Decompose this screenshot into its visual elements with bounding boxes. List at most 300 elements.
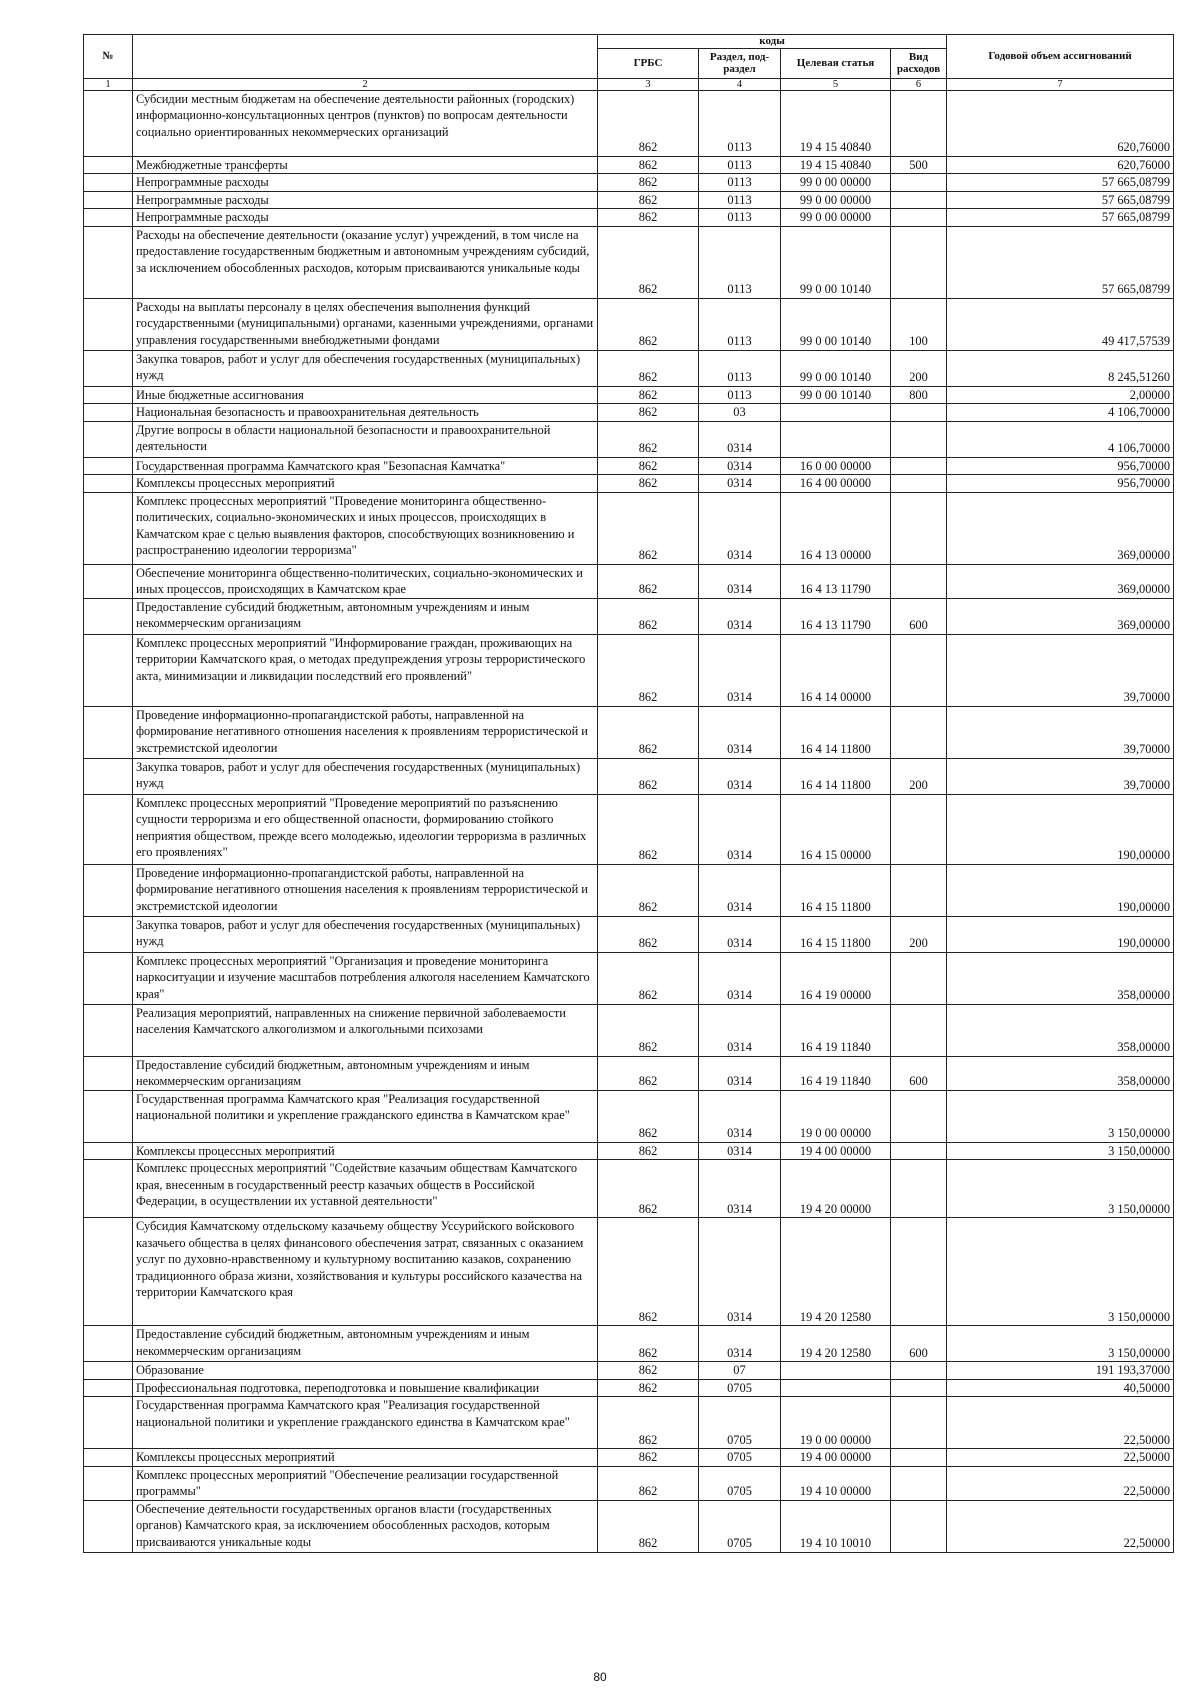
- row-sum-cell: 358,00000: [947, 952, 1174, 1004]
- col-number: 5: [781, 78, 891, 90]
- row-grbs-cell: 862: [598, 1397, 699, 1449]
- row-razdel-cell: 0314: [699, 492, 781, 564]
- table-row: [84, 1500, 1174, 1552]
- table-row: [84, 174, 1174, 192]
- budget-table-page: [83, 34, 1173, 1553]
- row-vid-cell: [891, 952, 947, 1004]
- row-vid-cell: [891, 209, 947, 227]
- row-vid-cell: 800: [891, 386, 947, 404]
- row-celevaya-cell: [781, 421, 891, 457]
- table-row: [84, 1379, 1174, 1397]
- row-sum-cell: 49 417,57539: [947, 298, 1174, 350]
- header-vid: Вид расходов: [891, 48, 947, 78]
- row-grbs-cell: 862: [598, 634, 699, 706]
- row-grbs-cell: 862: [598, 1160, 699, 1218]
- row-index-cell: [84, 156, 133, 174]
- row-grbs-cell: 862: [598, 421, 699, 457]
- row-name-cell: Государственная программа Камчатского края "Реализация государственной национальной политики и укрепление гражданского единства в Камчатском крае": [133, 1397, 598, 1449]
- row-razdel-cell: 0314: [699, 706, 781, 758]
- row-sum-cell: 3 150,00000: [947, 1160, 1174, 1218]
- row-celevaya-cell: 19 0 00 00000: [781, 1397, 891, 1449]
- header-grbs: ГРБС: [598, 48, 699, 78]
- row-sum-cell: 4 106,70000: [947, 421, 1174, 457]
- row-celevaya-cell: 16 4 15 00000: [781, 794, 891, 864]
- row-sum-cell: 956,70000: [947, 475, 1174, 493]
- row-name-cell: Комплекс процессных мероприятий "Информирование граждан, проживающих на территории Камчатского края, о методах предупреждения угрозы террористического акта, минимизации и ликвидации последствий его проявлений": [133, 634, 598, 706]
- row-grbs-cell: 862: [598, 1090, 699, 1142]
- row-razdel-cell: 0314: [699, 916, 781, 952]
- row-sum-cell: 369,00000: [947, 564, 1174, 598]
- table-row: [84, 209, 1174, 227]
- row-celevaya-cell: 16 4 13 11790: [781, 564, 891, 598]
- row-grbs-cell: 862: [598, 564, 699, 598]
- table-row: [84, 598, 1174, 634]
- row-celevaya-cell: 19 4 20 00000: [781, 1160, 891, 1218]
- row-index-cell: [84, 492, 133, 564]
- table-row: [84, 350, 1174, 386]
- table-row: [84, 706, 1174, 758]
- row-index-cell: [84, 1500, 133, 1552]
- row-index-cell: [84, 1090, 133, 1142]
- row-name-cell: Государственная программа Камчатского края "Реализация государственной национальной политики и укрепление гражданского единства в Камчатском крае": [133, 1090, 598, 1142]
- row-index-cell: [84, 298, 133, 350]
- row-sum-cell: 620,76000: [947, 90, 1174, 156]
- row-name-cell: Предоставление субсидий бюджетным, автономным учреждениям и иным некоммерческим организациям: [133, 598, 598, 634]
- row-name-cell: Обеспечение мониторинга общественно-политических, социально-экономических и иных процессов, происходящих в Камчатском крае: [133, 564, 598, 598]
- row-vid-cell: [891, 174, 947, 192]
- row-index-cell: [84, 1326, 133, 1362]
- row-vid-cell: [891, 1160, 947, 1218]
- row-razdel-cell: 0705: [699, 1500, 781, 1552]
- row-celevaya-cell: 16 4 15 11800: [781, 916, 891, 952]
- row-vid-cell: [891, 1362, 947, 1380]
- row-razdel-cell: 0314: [699, 1160, 781, 1218]
- row-celevaya-cell: 99 0 00 00000: [781, 174, 891, 192]
- row-grbs-cell: 862: [598, 386, 699, 404]
- row-name-cell: Иные бюджетные ассигнования: [133, 386, 598, 404]
- table-row: [84, 457, 1174, 475]
- row-name-cell: Предоставление субсидий бюджетным, автономным учреждениям и иным некоммерческим организациям: [133, 1056, 598, 1090]
- row-name-cell: Проведение информационно-пропагандистской работы, направленной на формирование негативного отношения населения к проявлениям террористической и экстремистской идеологии: [133, 706, 598, 758]
- row-index-cell: [84, 1466, 133, 1500]
- row-name-cell: Государственная программа Камчатского края "Безопасная Камчатка": [133, 457, 598, 475]
- row-razdel-cell: 0314: [699, 1090, 781, 1142]
- col-number: 3: [598, 78, 699, 90]
- row-vid-cell: [891, 191, 947, 209]
- row-vid-cell: [891, 864, 947, 916]
- row-grbs-cell: 862: [598, 475, 699, 493]
- row-sum-cell: 22,50000: [947, 1500, 1174, 1552]
- table-row: [84, 634, 1174, 706]
- header-razdel: Раздел, под-раздел: [699, 48, 781, 78]
- row-razdel-cell: 0314: [699, 421, 781, 457]
- row-vid-cell: [891, 706, 947, 758]
- row-celevaya-cell: 99 0 00 10140: [781, 226, 891, 298]
- table-row: [84, 492, 1174, 564]
- row-celevaya-cell: [781, 1362, 891, 1380]
- row-sum-cell: 3 150,00000: [947, 1090, 1174, 1142]
- row-sum-cell: 190,00000: [947, 864, 1174, 916]
- row-celevaya-cell: 19 4 00 00000: [781, 1142, 891, 1160]
- row-vid-cell: [891, 1142, 947, 1160]
- row-razdel-cell: 0314: [699, 952, 781, 1004]
- row-celevaya-cell: 16 4 19 11840: [781, 1056, 891, 1090]
- row-celevaya-cell: 99 0 00 10140: [781, 298, 891, 350]
- row-vid-cell: [891, 564, 947, 598]
- row-index-cell: [84, 634, 133, 706]
- row-grbs-cell: 862: [598, 492, 699, 564]
- row-sum-cell: 956,70000: [947, 457, 1174, 475]
- row-grbs-cell: 862: [598, 1004, 699, 1056]
- row-vid-cell: [891, 1379, 947, 1397]
- row-name-cell: Реализация мероприятий, направленных на снижение первичной заболеваемости населения Камчатского алкоголизмом и алкогольными психозами: [133, 1004, 598, 1056]
- row-razdel-cell: 0314: [699, 457, 781, 475]
- row-razdel-cell: 0705: [699, 1379, 781, 1397]
- row-celevaya-cell: 16 4 19 11840: [781, 1004, 891, 1056]
- row-sum-cell: 22,50000: [947, 1466, 1174, 1500]
- row-index-cell: [84, 758, 133, 794]
- col-number: 6: [891, 78, 947, 90]
- row-grbs-cell: 862: [598, 226, 699, 298]
- row-sum-cell: 3 150,00000: [947, 1218, 1174, 1326]
- row-celevaya-cell: 99 0 00 10140: [781, 350, 891, 386]
- row-razdel-cell: 0705: [699, 1466, 781, 1500]
- row-razdel-cell: 0314: [699, 1326, 781, 1362]
- row-vid-cell: 600: [891, 1326, 947, 1362]
- row-name-cell: Комплекс процессных мероприятий "Проведение мероприятий по разъяснению сущности терроризма и его общественной опасности, формированию стойкого неприятия обществом, прежде всего молодежью, идеологии терроризма в различных его проявлениях": [133, 794, 598, 864]
- row-razdel-cell: 0113: [699, 386, 781, 404]
- table-body: [84, 90, 1174, 1552]
- col-number: 1: [84, 78, 133, 90]
- row-index-cell: [84, 1449, 133, 1467]
- table-row: [84, 1466, 1174, 1500]
- table-row: [84, 156, 1174, 174]
- table-row: [84, 1326, 1174, 1362]
- row-razdel-cell: 0705: [699, 1449, 781, 1467]
- row-index-cell: [84, 706, 133, 758]
- row-sum-cell: 4 106,70000: [947, 404, 1174, 422]
- col-number: 4: [699, 78, 781, 90]
- row-name-cell: Субсидии местным бюджетам на обеспечение деятельности районных (городских) информационно-консультационных центров (пунктов) по вопросам деятельности социально ориентированных некоммерческих организаций: [133, 90, 598, 156]
- row-sum-cell: 2,00000: [947, 386, 1174, 404]
- row-index-cell: [84, 226, 133, 298]
- row-index-cell: [84, 916, 133, 952]
- row-index-cell: [84, 794, 133, 864]
- row-name-cell: Расходы на выплаты персоналу в целях обеспечения выполнения функций государственными (муниципальными) органами, казенными учреждениями, органами управления государственными внебюджетными фондами: [133, 298, 598, 350]
- table-row: [84, 1160, 1174, 1218]
- row-razdel-cell: 0314: [699, 1218, 781, 1326]
- row-grbs-cell: 862: [598, 1142, 699, 1160]
- row-razdel-cell: 0314: [699, 864, 781, 916]
- table-row: [84, 90, 1174, 156]
- row-grbs-cell: 862: [598, 90, 699, 156]
- row-razdel-cell: 0705: [699, 1397, 781, 1449]
- row-name-cell: Межбюджетные трансферты: [133, 156, 598, 174]
- row-celevaya-cell: 16 4 14 00000: [781, 634, 891, 706]
- row-celevaya-cell: 19 4 10 10010: [781, 1500, 891, 1552]
- row-sum-cell: 191 193,37000: [947, 1362, 1174, 1380]
- table-row: [84, 1218, 1174, 1326]
- row-index-cell: [84, 1379, 133, 1397]
- row-razdel-cell: 0314: [699, 1004, 781, 1056]
- row-name-cell: Расходы на обеспечение деятельности (оказание услуг) учреждений, в том числе на предоставление государственным бюджетным и автономным учреждениям субсидий, за исключением обособленных расходов, которым присваиваются уникальные коды: [133, 226, 598, 298]
- row-celevaya-cell: 16 4 15 11800: [781, 864, 891, 916]
- row-index-cell: [84, 350, 133, 386]
- row-grbs-cell: 862: [598, 174, 699, 192]
- row-sum-cell: 8 245,51260: [947, 350, 1174, 386]
- row-celevaya-cell: 99 0 00 00000: [781, 191, 891, 209]
- row-vid-cell: [891, 1004, 947, 1056]
- row-vid-cell: [891, 634, 947, 706]
- row-razdel-cell: 0113: [699, 174, 781, 192]
- row-vid-cell: 600: [891, 598, 947, 634]
- row-vid-cell: [891, 1466, 947, 1500]
- header-num: №: [84, 35, 133, 79]
- row-grbs-cell: 862: [598, 209, 699, 227]
- row-sum-cell: 358,00000: [947, 1056, 1174, 1090]
- row-sum-cell: 22,50000: [947, 1449, 1174, 1467]
- row-name-cell: Национальная безопасность и правоохранительная деятельность: [133, 404, 598, 422]
- row-name-cell: Комплекс процессных мероприятий "Содействие казачьим обществам Камчатского края, внесенным в государственный реестр казачьих обществ в Российской Федерации, в осуществлении их уставной деятельности": [133, 1160, 598, 1218]
- table-row: [84, 421, 1174, 457]
- row-razdel-cell: 0314: [699, 758, 781, 794]
- row-name-cell: Предоставление субсидий бюджетным, автономным учреждениям и иным некоммерческим организациям: [133, 1326, 598, 1362]
- row-celevaya-cell: 19 4 15 40840: [781, 90, 891, 156]
- row-index-cell: [84, 90, 133, 156]
- row-celevaya-cell: 99 0 00 10140: [781, 386, 891, 404]
- row-name-cell: Закупка товаров, работ и услуг для обеспечения государственных (муниципальных) нужд: [133, 916, 598, 952]
- table-row: [84, 794, 1174, 864]
- row-razdel-cell: 0113: [699, 298, 781, 350]
- table-row: [84, 758, 1174, 794]
- budget-table: [83, 34, 1174, 1553]
- row-sum-cell: 369,00000: [947, 598, 1174, 634]
- row-razdel-cell: 0314: [699, 598, 781, 634]
- row-celevaya-cell: 99 0 00 00000: [781, 209, 891, 227]
- table-row: [84, 1056, 1174, 1090]
- table-row: [84, 1397, 1174, 1449]
- row-vid-cell: [891, 1449, 947, 1467]
- row-razdel-cell: 07: [699, 1362, 781, 1380]
- row-name-cell: Непрограммные расходы: [133, 191, 598, 209]
- row-grbs-cell: 862: [598, 404, 699, 422]
- row-razdel-cell: 0113: [699, 350, 781, 386]
- row-name-cell: Профессиональная подготовка, переподготовка и повышение квалификации: [133, 1379, 598, 1397]
- row-sum-cell: 57 665,08799: [947, 226, 1174, 298]
- row-razdel-cell: 0314: [699, 475, 781, 493]
- row-sum-cell: 40,50000: [947, 1379, 1174, 1397]
- row-grbs-cell: 862: [598, 1362, 699, 1380]
- row-grbs-cell: 862: [598, 1326, 699, 1362]
- row-celevaya-cell: 16 4 14 11800: [781, 706, 891, 758]
- col-number: 2: [133, 78, 598, 90]
- column-numbers-row: [84, 78, 1174, 90]
- row-razdel-cell: 03: [699, 404, 781, 422]
- row-celevaya-cell: 16 4 13 11790: [781, 598, 891, 634]
- row-sum-cell: 190,00000: [947, 794, 1174, 864]
- row-celevaya-cell: 16 4 13 00000: [781, 492, 891, 564]
- row-index-cell: [84, 564, 133, 598]
- row-index-cell: [84, 386, 133, 404]
- row-vid-cell: [891, 475, 947, 493]
- row-razdel-cell: 0314: [699, 564, 781, 598]
- row-grbs-cell: 862: [598, 1379, 699, 1397]
- row-celevaya-cell: 19 0 00 00000: [781, 1090, 891, 1142]
- row-sum-cell: 3 150,00000: [947, 1326, 1174, 1362]
- row-index-cell: [84, 209, 133, 227]
- table-row: [84, 1449, 1174, 1467]
- row-sum-cell: 3 150,00000: [947, 1142, 1174, 1160]
- row-celevaya-cell: 16 4 00 00000: [781, 475, 891, 493]
- row-index-cell: [84, 404, 133, 422]
- row-razdel-cell: 0314: [699, 1142, 781, 1160]
- row-sum-cell: 57 665,08799: [947, 174, 1174, 192]
- table-row: [84, 386, 1174, 404]
- table-row: [84, 1090, 1174, 1142]
- row-vid-cell: [891, 226, 947, 298]
- table-row: [84, 191, 1174, 209]
- row-index-cell: [84, 421, 133, 457]
- row-razdel-cell: 0314: [699, 794, 781, 864]
- table-row: [84, 226, 1174, 298]
- row-vid-cell: [891, 492, 947, 564]
- row-grbs-cell: 862: [598, 350, 699, 386]
- row-index-cell: [84, 1397, 133, 1449]
- row-celevaya-cell: 19 4 15 40840: [781, 156, 891, 174]
- row-grbs-cell: 862: [598, 457, 699, 475]
- row-name-cell: Субсидия Камчатскому отдельскому казачьему обществу Уссурийского войскового казачьего общества в целях финансового обеспечения затрат, связанных с оказанием услуг по духовно-нравственному и культурному воспитанию казаков, сохранению традиционного образа жизни, хозяйствования и культуры российского казачества на территории Камчатского края: [133, 1218, 598, 1326]
- row-name-cell: Комплексы процессных мероприятий: [133, 1449, 598, 1467]
- row-index-cell: [84, 1004, 133, 1056]
- row-razdel-cell: 0113: [699, 209, 781, 227]
- row-index-cell: [84, 598, 133, 634]
- row-name-cell: Образование: [133, 1362, 598, 1380]
- row-name-cell: Другие вопросы в области национальной безопасности и правоохранительной деятельности: [133, 421, 598, 457]
- row-celevaya-cell: 16 4 14 11800: [781, 758, 891, 794]
- header-annual: Годовой объем ассигнований: [947, 35, 1174, 79]
- row-vid-cell: [891, 794, 947, 864]
- row-grbs-cell: 862: [598, 758, 699, 794]
- row-name-cell: Обеспечение деятельности государственных органов власти (государственных органов) Камчатского края, за исключением обособленных расходов, которым присваиваются уникальные коды: [133, 1500, 598, 1552]
- row-index-cell: [84, 864, 133, 916]
- row-grbs-cell: 862: [598, 864, 699, 916]
- row-name-cell: Комплекс процессных мероприятий "Проведение мониторинга общественно-политических, социально-экономических и иных процессов, происходящих в Камчатском крае с целью выявления факторов, способствующих возникновению и распространению идеологии терроризма": [133, 492, 598, 564]
- row-celevaya-cell: 19 4 20 12580: [781, 1326, 891, 1362]
- row-grbs-cell: 862: [598, 598, 699, 634]
- row-vid-cell: 100: [891, 298, 947, 350]
- table-row: [84, 916, 1174, 952]
- row-sum-cell: 39,70000: [947, 634, 1174, 706]
- row-index-cell: [84, 1218, 133, 1326]
- row-index-cell: [84, 457, 133, 475]
- table-row: [84, 1362, 1174, 1380]
- row-vid-cell: [891, 457, 947, 475]
- row-index-cell: [84, 1160, 133, 1218]
- row-vid-cell: [891, 404, 947, 422]
- row-name-cell: Комплексы процессных мероприятий: [133, 475, 598, 493]
- row-grbs-cell: 862: [598, 1500, 699, 1552]
- row-vid-cell: 500: [891, 156, 947, 174]
- row-razdel-cell: 0113: [699, 156, 781, 174]
- row-razdel-cell: 0314: [699, 634, 781, 706]
- row-celevaya-cell: [781, 404, 891, 422]
- table-row: [84, 564, 1174, 598]
- row-grbs-cell: 862: [598, 952, 699, 1004]
- row-grbs-cell: 862: [598, 298, 699, 350]
- row-grbs-cell: 862: [598, 156, 699, 174]
- row-index-cell: [84, 1142, 133, 1160]
- row-name-cell: Комплекс процессных мероприятий "Организация и проведение мониторинга наркоситуации и изучение масштабов потребления алкоголя населением Камчатского края": [133, 952, 598, 1004]
- row-grbs-cell: 862: [598, 1218, 699, 1326]
- page-number: 80: [593, 1670, 607, 1684]
- row-name-cell: Закупка товаров, работ и услуг для обеспечения государственных (муниципальных) нужд: [133, 758, 598, 794]
- row-index-cell: [84, 1362, 133, 1380]
- row-sum-cell: 39,70000: [947, 758, 1174, 794]
- table-row: [84, 952, 1174, 1004]
- row-razdel-cell: 0113: [699, 90, 781, 156]
- row-name-cell: Комплексы процессных мероприятий: [133, 1142, 598, 1160]
- row-index-cell: [84, 475, 133, 493]
- row-index-cell: [84, 174, 133, 192]
- header-codes: коды: [598, 35, 947, 49]
- row-razdel-cell: 0314: [699, 1056, 781, 1090]
- row-grbs-cell: 862: [598, 706, 699, 758]
- header-name: [133, 35, 598, 79]
- row-sum-cell: 620,76000: [947, 156, 1174, 174]
- row-grbs-cell: 862: [598, 1449, 699, 1467]
- row-vid-cell: [891, 90, 947, 156]
- table-row: [84, 475, 1174, 493]
- table-row: [84, 1004, 1174, 1056]
- row-name-cell: Закупка товаров, работ и услуг для обеспечения государственных (муниципальных) нужд: [133, 350, 598, 386]
- row-index-cell: [84, 191, 133, 209]
- row-vid-cell: 200: [891, 916, 947, 952]
- row-sum-cell: 22,50000: [947, 1397, 1174, 1449]
- row-razdel-cell: 0113: [699, 226, 781, 298]
- row-name-cell: Непрограммные расходы: [133, 209, 598, 227]
- row-index-cell: [84, 1056, 133, 1090]
- row-grbs-cell: 862: [598, 916, 699, 952]
- table-row: [84, 1142, 1174, 1160]
- row-celevaya-cell: [781, 1379, 891, 1397]
- row-sum-cell: 369,00000: [947, 492, 1174, 564]
- row-sum-cell: 57 665,08799: [947, 191, 1174, 209]
- row-grbs-cell: 862: [598, 1056, 699, 1090]
- row-grbs-cell: 862: [598, 794, 699, 864]
- table-row: [84, 404, 1174, 422]
- row-sum-cell: 57 665,08799: [947, 209, 1174, 227]
- row-vid-cell: [891, 1397, 947, 1449]
- row-vid-cell: [891, 1218, 947, 1326]
- row-sum-cell: 39,70000: [947, 706, 1174, 758]
- row-celevaya-cell: 19 4 10 00000: [781, 1466, 891, 1500]
- row-vid-cell: 200: [891, 758, 947, 794]
- header-celevaya: Целевая статья: [781, 48, 891, 78]
- row-grbs-cell: 862: [598, 1466, 699, 1500]
- col-number: 7: [947, 78, 1174, 90]
- table-row: [84, 298, 1174, 350]
- row-sum-cell: 190,00000: [947, 916, 1174, 952]
- row-grbs-cell: 862: [598, 191, 699, 209]
- row-celevaya-cell: 19 4 00 00000: [781, 1449, 891, 1467]
- table-header: [84, 35, 1174, 91]
- row-celevaya-cell: 16 4 19 00000: [781, 952, 891, 1004]
- row-name-cell: Комплекс процессных мероприятий "Обеспечение реализации государственной программы": [133, 1466, 598, 1500]
- row-vid-cell: 600: [891, 1056, 947, 1090]
- row-vid-cell: [891, 1090, 947, 1142]
- row-name-cell: Непрограммные расходы: [133, 174, 598, 192]
- row-name-cell: Проведение информационно-пропагандистской работы, направленной на формирование негативного отношения населения к проявлениям террористической и экстремистской идеологии: [133, 864, 598, 916]
